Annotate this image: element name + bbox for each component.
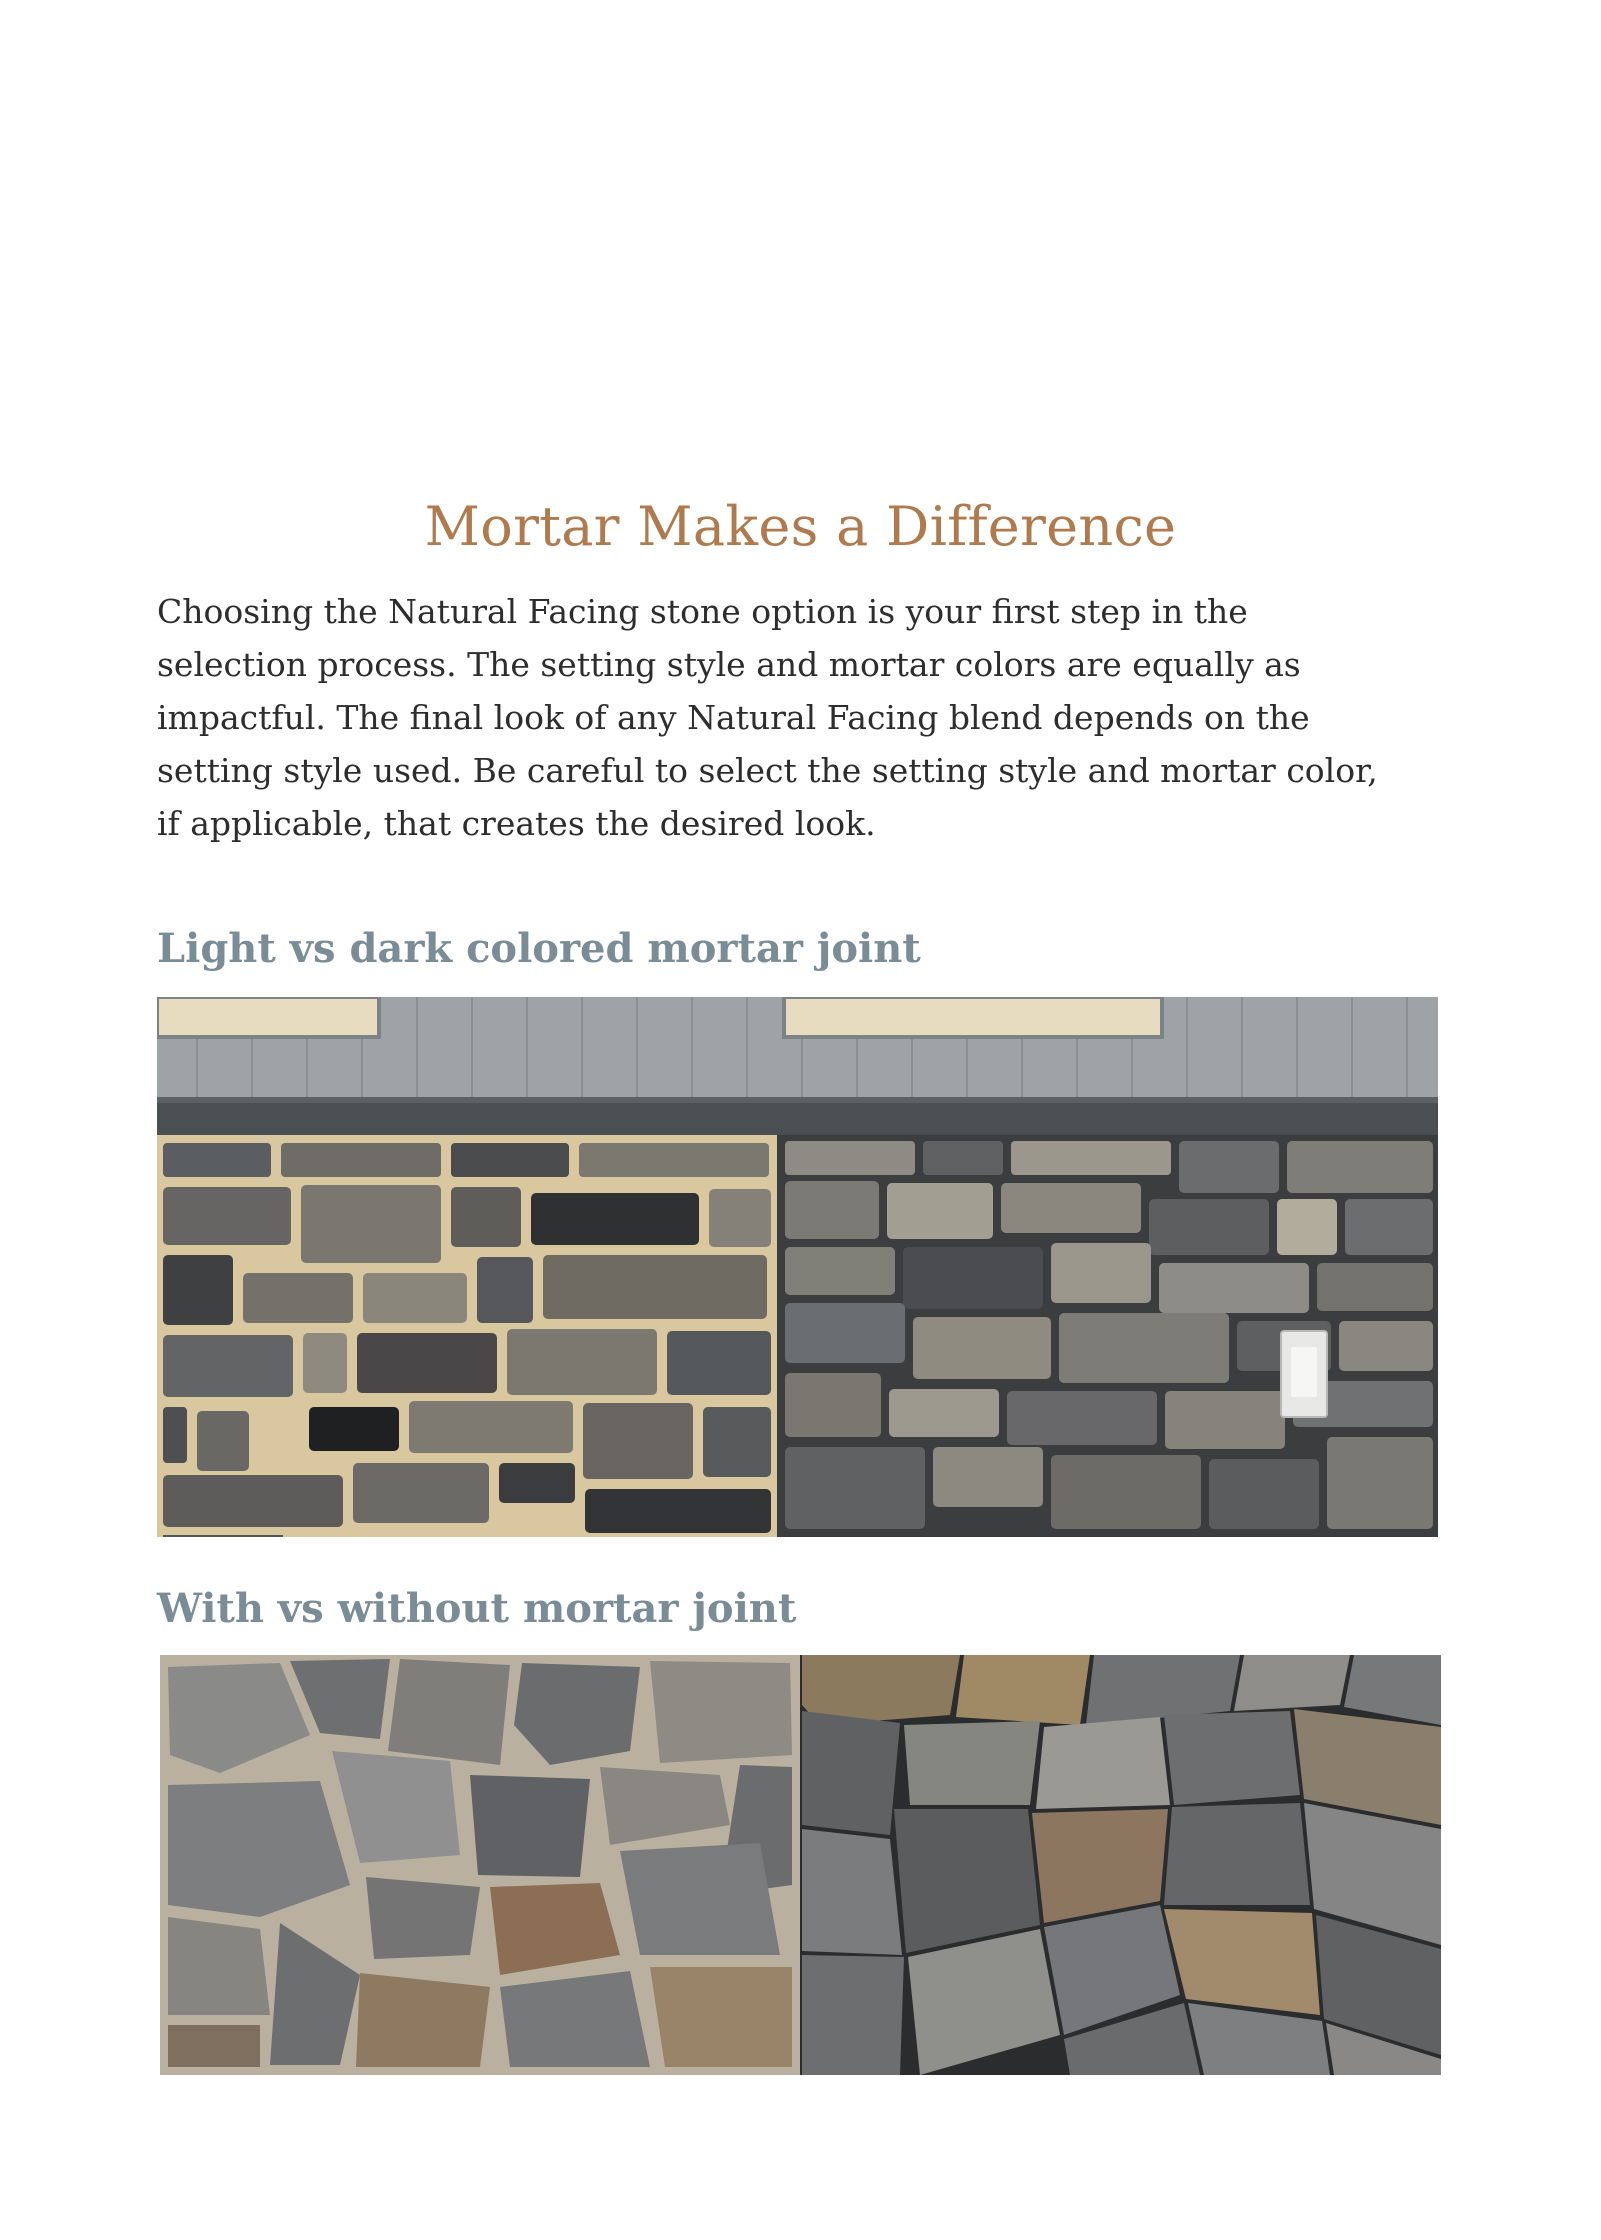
- intro-line: impactful. The final look of any Natural Facing blend depends on the: [157, 698, 1310, 737]
- intro-line: Choosing the Natural Facing stone option is your first step in the: [157, 592, 1248, 631]
- page-title: Mortar Makes a Difference: [424, 495, 1177, 558]
- intro-line: setting style used. Be careful to select the setting style and mortar color,: [157, 751, 1378, 790]
- intro-line: if applicable, that creates the desired look.: [157, 804, 876, 843]
- section-heading-mortar-joint: With vs without mortar joint: [157, 1585, 797, 1632]
- intro-line: selection process. The setting style and mortar colors are equally as: [157, 645, 1301, 684]
- intro-paragraph: [157, 585, 1457, 850]
- photo-light-vs-dark-mortar: [157, 997, 1438, 1537]
- section-heading-mortar-color: Light vs dark colored mortar joint: [157, 925, 921, 972]
- photo-with-vs-without-mortar: [160, 1655, 1441, 2075]
